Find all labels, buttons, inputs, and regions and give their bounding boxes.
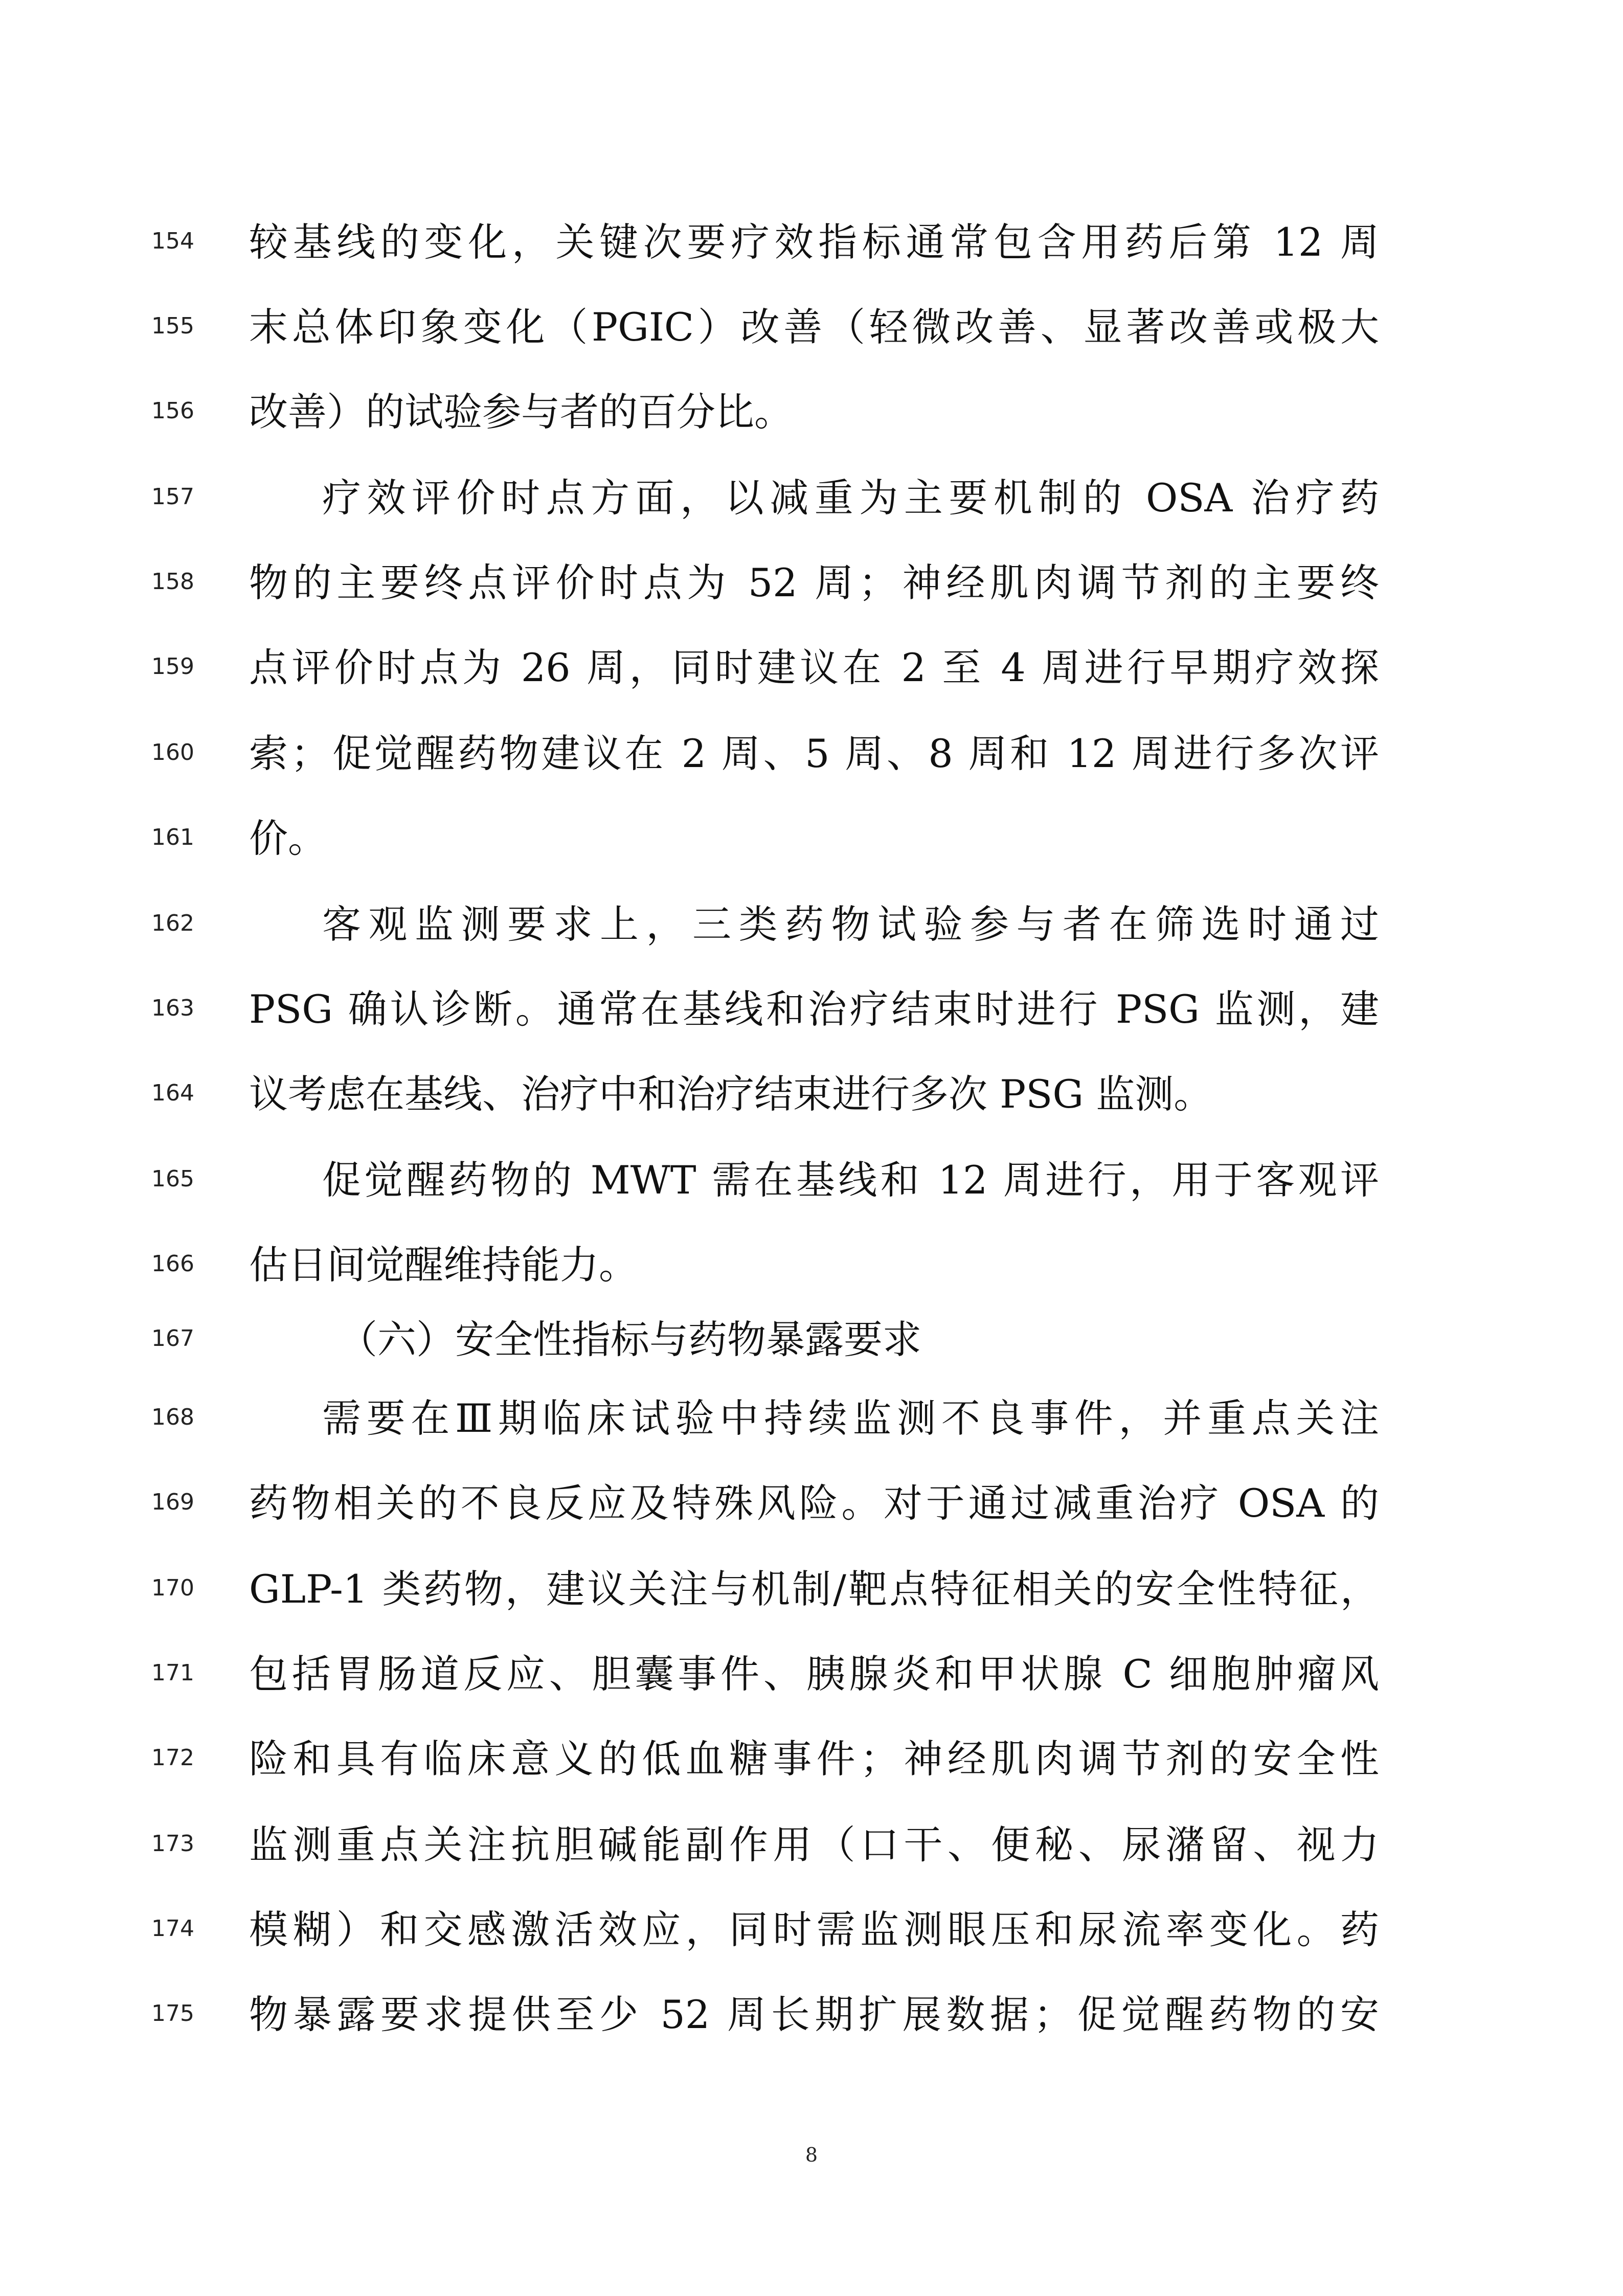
line-number: 159 (151, 654, 194, 680)
line-text: 需要在Ⅲ期临床试验中持续监测不良事件，并重点关注 (322, 1395, 1379, 1441)
line-number: 167 (151, 1325, 194, 1352)
line-number: 168 (151, 1404, 194, 1430)
line-number: 155 (151, 313, 194, 339)
line-155 (0, 297, 1623, 358)
line-167 (0, 1309, 1623, 1370)
line-text: 客观监测要求上，三类药物试验参与者在筛选时通过 (322, 902, 1379, 947)
line-text: 较基线的变化，关键次要疗效指标通常包含用药后第 12 周 (249, 219, 1379, 265)
line-175 (0, 1984, 1623, 2045)
line-170 (0, 1559, 1623, 1620)
line-number: 154 (151, 228, 194, 254)
line-number: 156 (151, 398, 194, 424)
line-number: 174 (151, 1916, 194, 1942)
line-158 (0, 552, 1623, 614)
line-number: 164 (151, 1080, 194, 1106)
line-166 (0, 1234, 1623, 1296)
line-number: 157 (151, 484, 194, 510)
line-text: 估日间觉醒维持能力。 (249, 1242, 638, 1288)
line-number: 173 (151, 1831, 194, 1857)
line-text: 药物相关的不良反应及特殊风险。对于通过减重治疗 OSA 的 (249, 1480, 1379, 1526)
line-number: 175 (151, 2000, 194, 2027)
line-171 (0, 1644, 1623, 1705)
line-text: 物的主要终点评价时点为 52 周；神经肌肉调节剂的主要终 (249, 560, 1379, 605)
section-heading: （六）安全性指标与药物暴露要求 (339, 1317, 921, 1362)
line-text: 议考虑在基线、治疗中和治疗结束进行多次 PSG 监测。 (249, 1071, 1213, 1117)
line-text: 点评价时点为 26 周，同时建议在 2 至 4 周进行早期疗效探 (249, 645, 1379, 690)
line-164 (0, 1064, 1623, 1125)
line-163 (0, 979, 1623, 1040)
line-162 (0, 894, 1623, 955)
line-number: 171 (151, 1660, 194, 1686)
line-number: 166 (151, 1251, 194, 1277)
line-number: 165 (151, 1166, 194, 1192)
line-text: 物暴露要求提供至少 52 周长期扩展数据；促觉醒药物的安 (249, 1992, 1379, 2037)
line-154 (0, 212, 1623, 273)
line-text: 末总体印象变化（PGIC）改善（轻微改善、显著改善或极大 (249, 304, 1379, 350)
line-165 (0, 1150, 1623, 1211)
line-172 (0, 1728, 1623, 1790)
line-number: 160 (151, 739, 194, 766)
line-text: 改善）的试验参与者的百分比。 (249, 389, 793, 435)
line-number: 169 (151, 1489, 194, 1515)
line-157 (0, 467, 1623, 529)
line-number: 172 (151, 1745, 194, 1771)
line-169 (0, 1473, 1623, 1534)
line-174 (0, 1899, 1623, 1961)
line-number: 161 (151, 824, 194, 850)
page-number: 8 (805, 2144, 818, 2166)
line-text: 促觉醒药物的 MWT 需在基线和 12 周进行，用于客观评 (322, 1157, 1379, 1203)
line-text: 监测重点关注抗胆碱能副作用（口干、便秘、尿潴留、视力 (249, 1822, 1379, 1867)
line-156 (0, 381, 1623, 443)
line-text: GLP-1 类药物，建议关注与机制/靶点特征相关的安全性特征， (249, 1566, 1379, 1612)
line-number: 158 (151, 569, 194, 595)
line-text: 价。 (249, 816, 327, 861)
line-text: 险和具有临床意义的低血糖事件；神经肌肉调节剂的安全性 (249, 1736, 1379, 1782)
line-159 (0, 637, 1623, 699)
line-text: PSG 确认诊断。通常在基线和治疗结束时进行 PSG 监测，建 (249, 986, 1379, 1032)
line-168 (0, 1388, 1623, 1449)
line-160 (0, 723, 1623, 784)
line-number: 170 (151, 1575, 194, 1601)
line-text: 包括胃肠道反应、胆囊事件、胰腺炎和甲状腺 C 细胞肿瘤风 (249, 1651, 1379, 1697)
line-161 (0, 808, 1623, 869)
line-text: 疗效评价时点方面，以减重为主要机制的 OSA 治疗药 (322, 475, 1379, 521)
line-173 (0, 1814, 1623, 1876)
line-text: 模糊）和交感激活效应，同时需监测眼压和尿流率变化。药 (249, 1907, 1379, 1952)
line-number: 163 (151, 995, 194, 1021)
line-number: 162 (151, 910, 194, 936)
line-text: 索；促觉醒药物建议在 2 周、5 周、8 周和 12 周进行多次评 (249, 731, 1379, 776)
